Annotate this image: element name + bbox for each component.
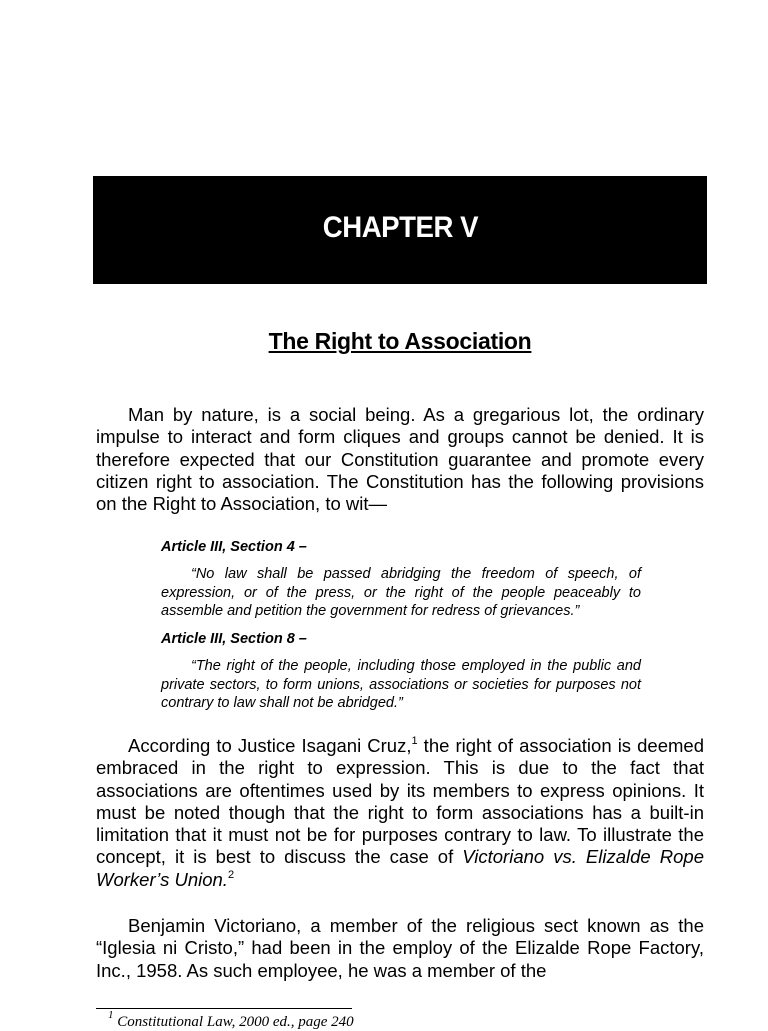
article-quote: “The right of the people, including those employed in the public and private sectors, to form unions, associations or societies for purposes not contrary to law shall not be abridged.” bbox=[161, 658, 641, 711]
paragraph-text: the right of association is deemed embraced in the right to expression. This is due to the fact that associations are oftentimes used by its members to express opinions. It must be noted though that the right to form associations has a built-in limitation that it must not be for purposes contrary to law. To illustrate the concept, it is best to discuss the case of bbox=[96, 735, 704, 868]
article-quote: “No law shall be passed abridging the freedom of speech, of expression, or of the press, or the right of the people peaceably to assemble and petition the government for redress of grievances.” bbox=[161, 566, 641, 619]
footnote-ref[interactable]: 2 bbox=[227, 868, 235, 881]
paragraph-intro: Man by nature, is a social being. As a gregarious lot, the ordinary impulse to interact and form cliques and groups cannot be denied. It is therefore expected that our Constitution guarantee and promote every citizen right to association. The Constitution has the following provisions on the Right to Association, to wit— bbox=[96, 404, 704, 515]
article-heading: Article III, Section 8 – bbox=[161, 631, 307, 647]
chapter-title: CHAPTER V bbox=[322, 211, 478, 244]
paragraph-cruz bbox=[96, 735, 704, 891]
footnote-divider bbox=[96, 1008, 352, 1009]
article-heading: Article III, Section 4 – bbox=[161, 539, 307, 555]
section-title: The Right to Association bbox=[268, 328, 532, 354]
case-name: Victoriano vs. Elizalde Rope Worker’s Union. bbox=[96, 846, 704, 890]
footnote bbox=[108, 1009, 354, 1031]
chapter-banner bbox=[93, 176, 707, 284]
footnote-text: Constitutional Law, 2000 ed., page 240 bbox=[113, 1014, 354, 1030]
quote-block-article-3-section-4 bbox=[161, 538, 641, 621]
paragraph-victoriano: Benjamin Victoriano, a member of the religious sect known as the “Iglesia ni Cristo,” had been in the employ of the Elizalde Rope Factory, Inc., 1958. As such employee, he was a member of the bbox=[96, 915, 704, 981]
footnote-ref[interactable]: 1 bbox=[411, 735, 418, 747]
footnote-number: 1 bbox=[108, 1009, 114, 1021]
paragraph-text: According to Justice Isagani Cruz, bbox=[128, 735, 412, 756]
quote-block-article-3-section-8 bbox=[161, 630, 641, 713]
